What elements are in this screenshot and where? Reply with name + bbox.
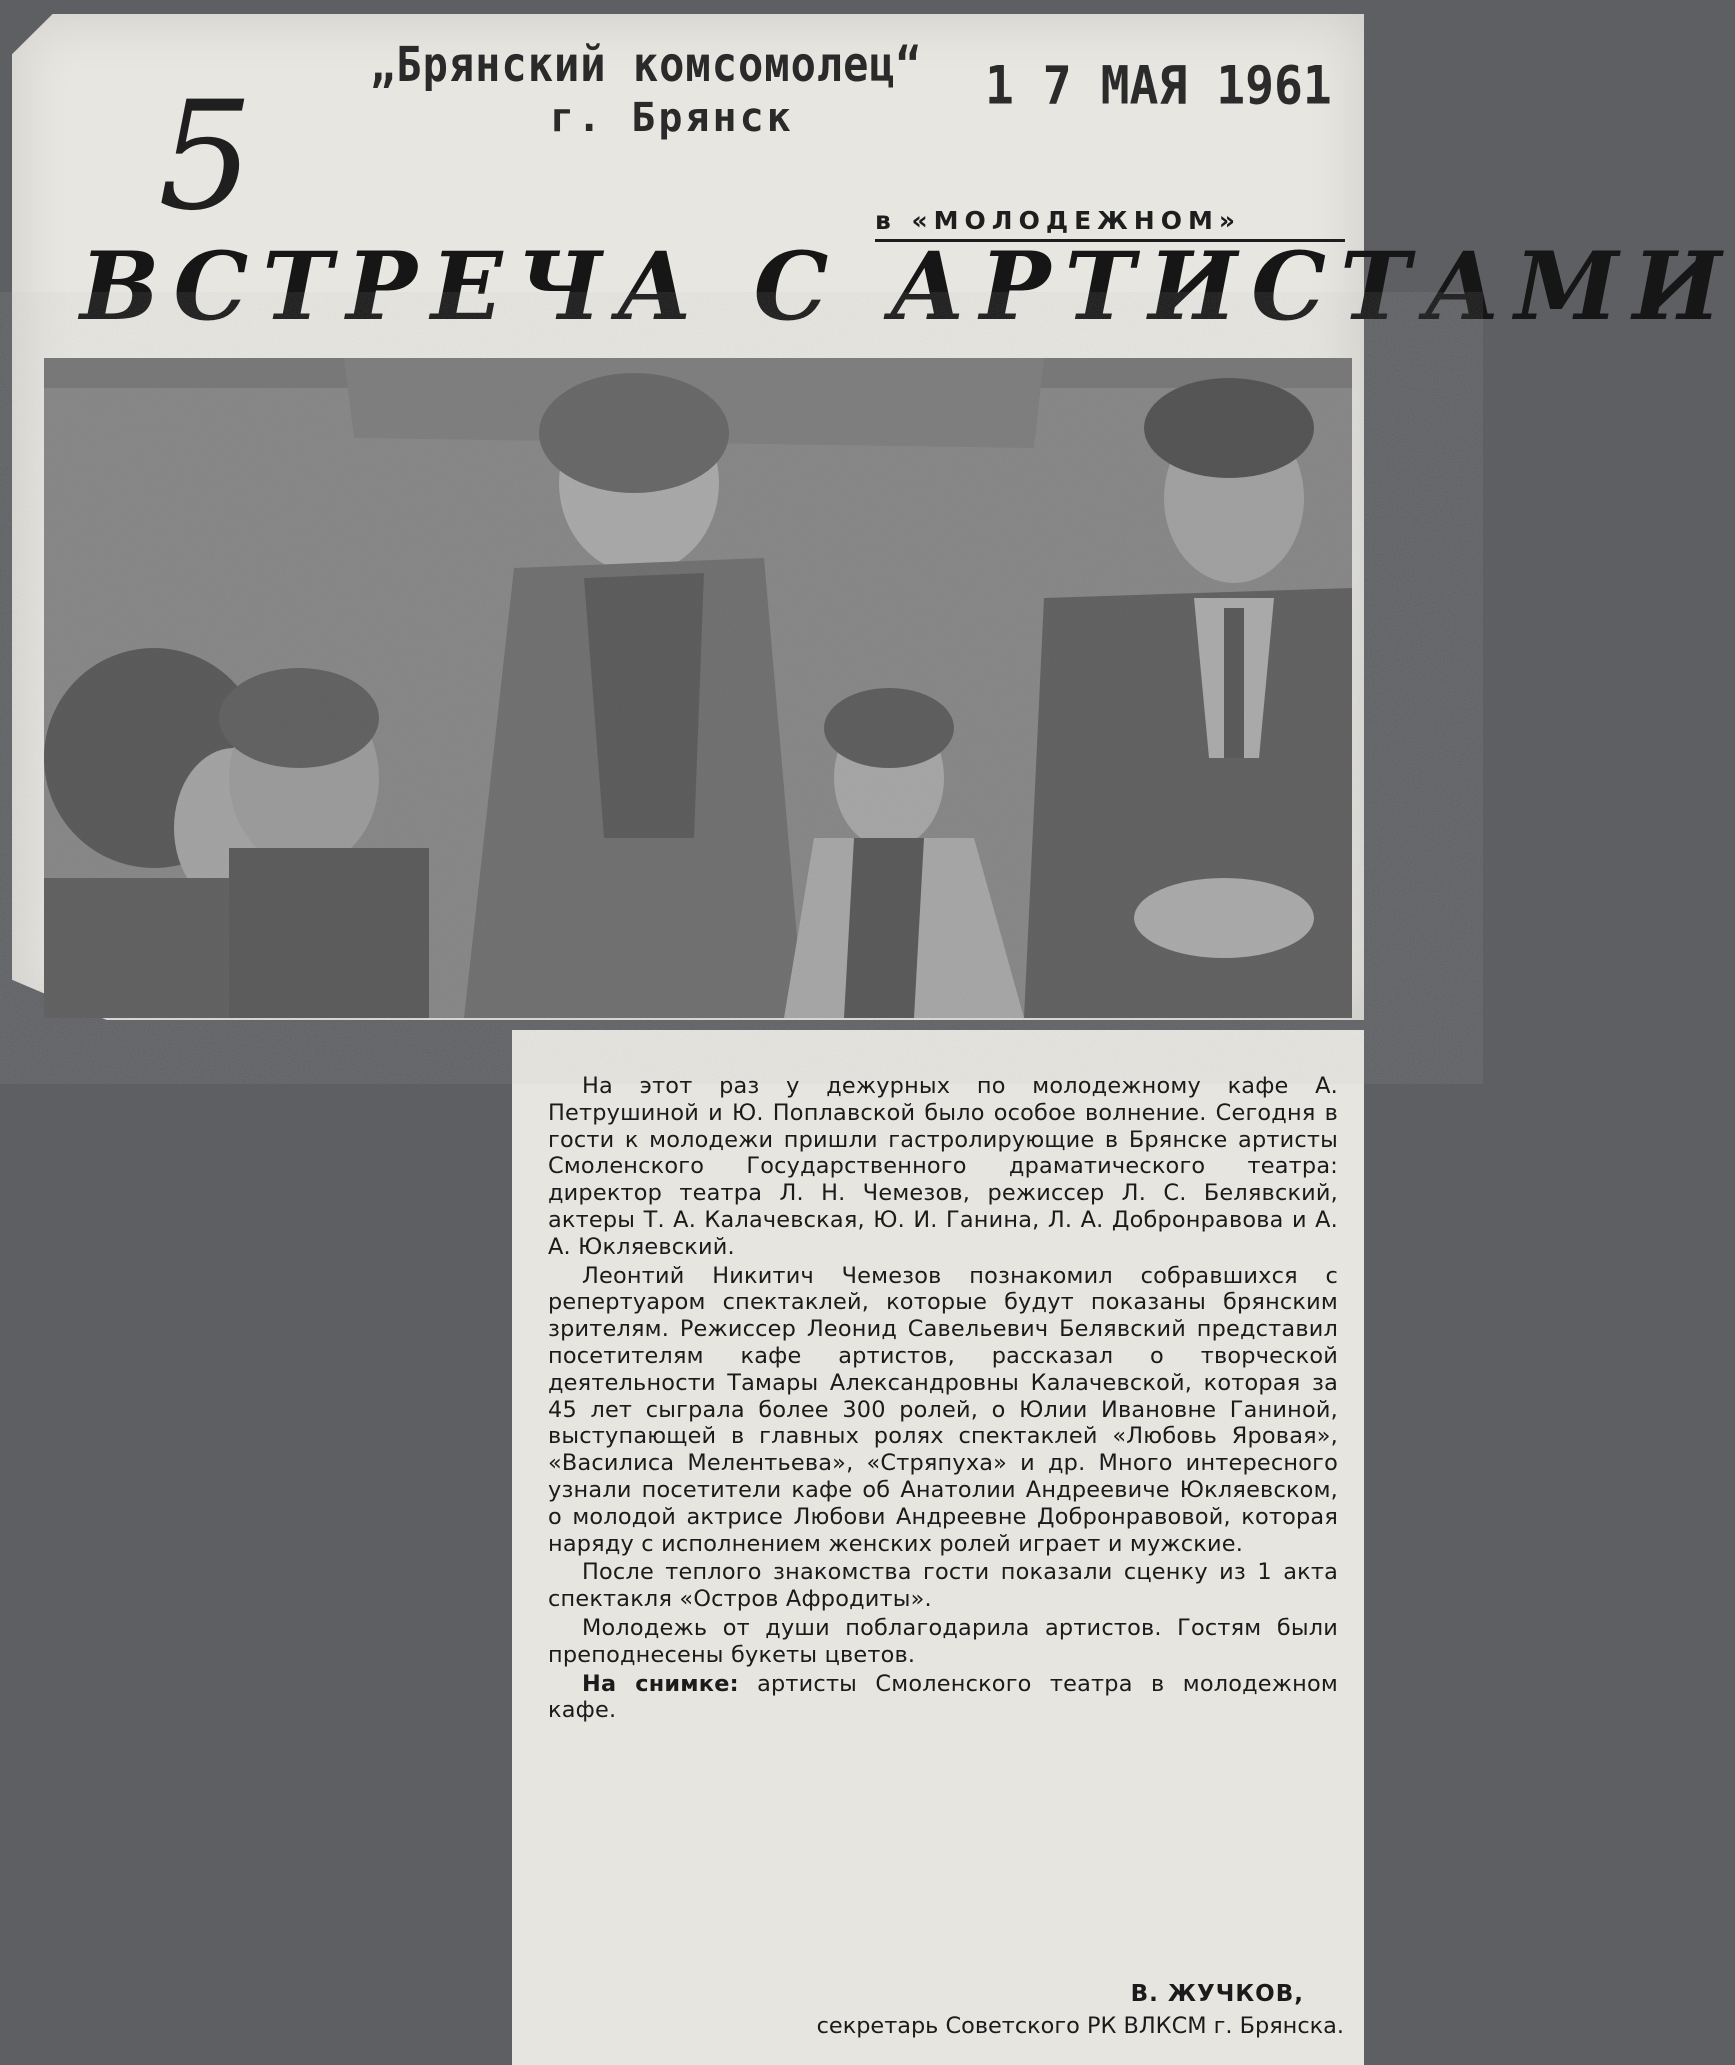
article-paragraph: Молодежь от души поблагодарила артистов. Гостям были преподнесены букеты цветов. [548,1614,1338,1668]
headline: ВСТРЕЧА С АРТИСТАМИ [80,232,1735,342]
article-paragraph: На этот раз у дежурных по молодежному кафе А. Петрушиной и Ю. Поплавской было особое волнение. Сегодня в гости к молодежи пришли гастролирующие в Брянске артисты Смоленского Государственного драматического театра: директор театра Л. Н. Чемезов, режиссер Л. С. Белявский, актеры Т. А. Калачевская, Ю. И. Ганина, Л. А. Добронравова и А. А. Юкляевский. [548,1073,1338,1260]
signature [817,1981,1344,2039]
photo-caption [548,1671,1338,1725]
article-body [548,1073,1338,1726]
author-name: В. ЖУЧКОВ, [1130,1981,1304,2007]
newspaper-name: „Брянский комсомолец“ [370,36,923,93]
article-paragraph: После теплого знакомства гости показали сценку из 1 акта спектакля «Остров Афродиты». [548,1559,1338,1613]
date-stamp: 1 7 МАЯ 1961 [985,55,1332,117]
caption-text: артисты Смоленского театра в молодежном кафе. [548,1670,1338,1724]
author-role: секретарь Советского РК ВЛКСМ г. Брянска. [816,2013,1344,2039]
newspaper-city: г. Брянск [550,95,794,141]
rubric-label: в «МОЛОДЕЖНОМ» [875,206,1345,242]
photo-illustration [44,358,1352,1018]
caption-label: На снимке: [582,1670,739,1697]
newspaper-header [370,36,923,141]
handwritten-number: 5 [158,70,254,244]
article-paragraph: Леонтий Никитич Чемезов познакомил собравшихся с репертуаром спектаклей, которые будут показаны брянским зрителям. Режиссер Леонид Савельевич Белявский представил посетителям кафе артистов, рассказал о творческой деятельности Тамары Александровны Калачевской, которая за 45 лет сыграла более 300 ролей, о Юлии Ивановне Ганиной, выступающей в главных ролях спектаклей «Любовь Яровая», «Василиса Мелентьева», «Стряпуха» и др. Много интересного узнали посетители кафе об Анатолии Андреевиче Юкляевском, о молодой актрисе Любови Андреевне Добронравовой, которая наряду с исполнением женских ролей играет и мужские. [548,1262,1338,1557]
article-photo [44,358,1352,1018]
